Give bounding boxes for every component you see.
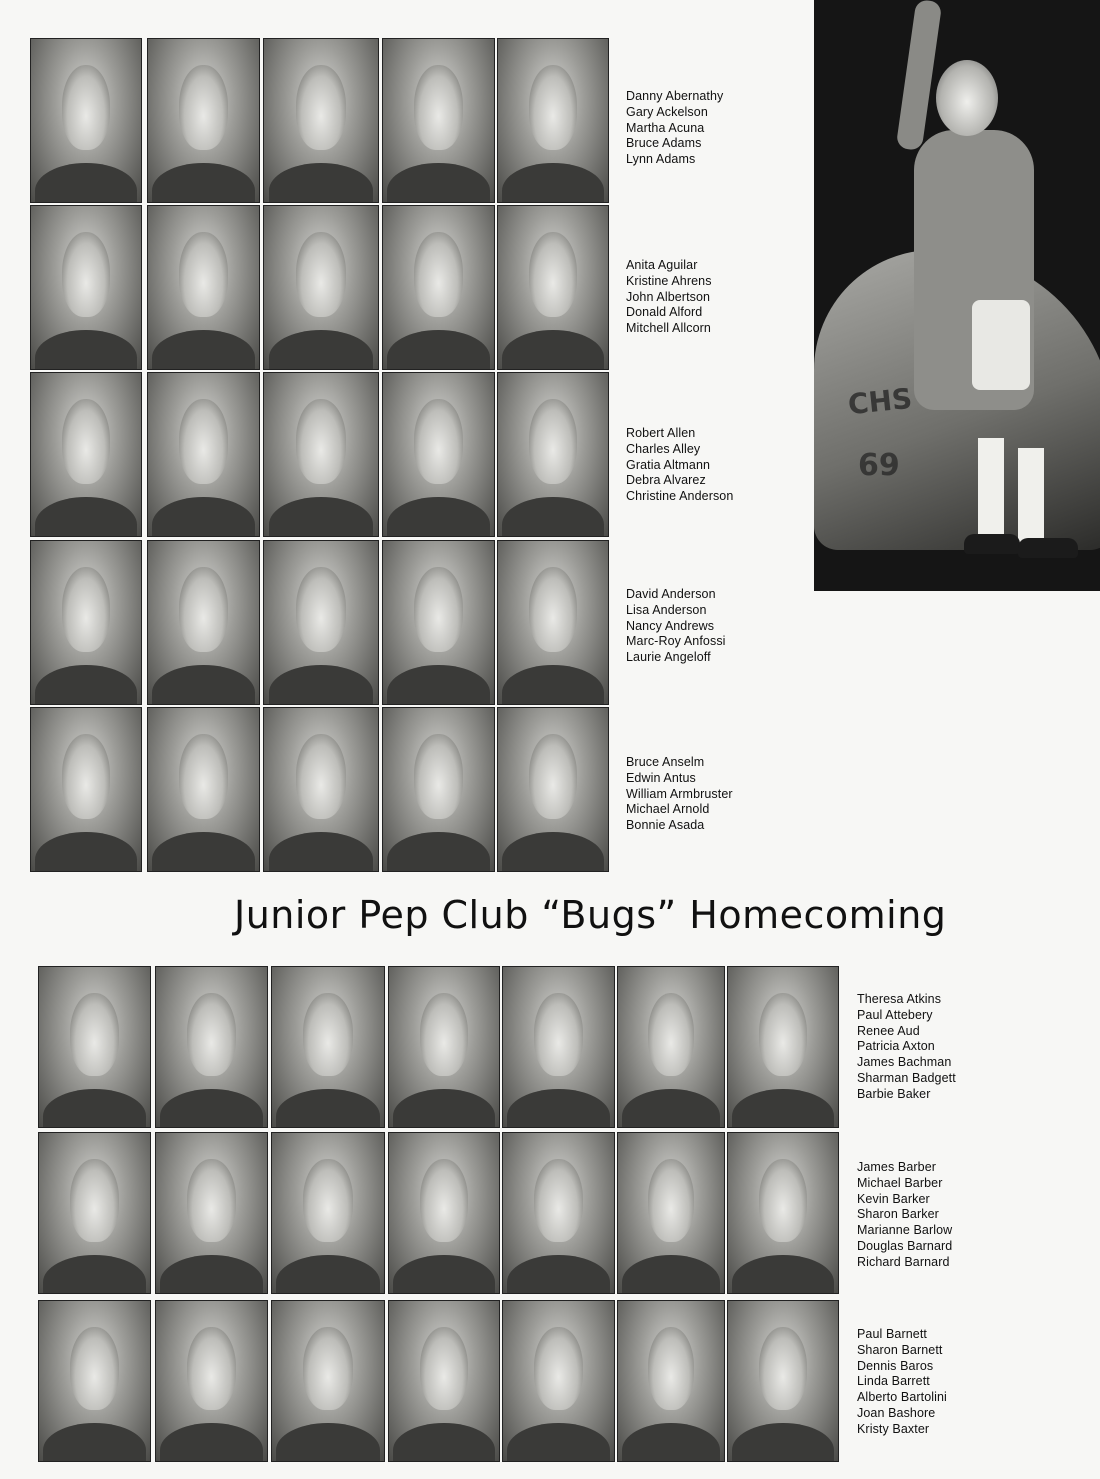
portrait-face	[303, 1327, 352, 1410]
student-name: Sharon Barnett	[857, 1342, 943, 1357]
bottom-portrait-photo	[388, 1300, 500, 1462]
portrait-shoulders	[502, 330, 603, 370]
bottom-portrait-photo	[155, 1132, 268, 1294]
portrait-face	[529, 65, 577, 150]
top-name-list	[626, 755, 733, 834]
student-name: Marc-Roy Anfossi	[626, 634, 726, 649]
portrait-face	[62, 734, 110, 819]
top-portrait-photo	[147, 707, 260, 872]
student-name: Michael Arnold	[626, 802, 710, 817]
student-name: Lynn Adams	[626, 152, 696, 167]
student-name: Sharman Badgett	[857, 1070, 956, 1085]
top-portrait-photo	[147, 372, 260, 537]
portrait-shoulders	[507, 1255, 609, 1294]
portrait-face	[420, 1327, 468, 1410]
bottom-portrait-photo	[38, 1132, 151, 1294]
portrait-face	[414, 567, 463, 652]
portrait-face	[187, 1159, 236, 1242]
portrait-shoulders	[152, 163, 254, 203]
bottom-portrait-photo	[388, 966, 500, 1128]
portrait-face	[62, 399, 110, 484]
portrait-face	[179, 399, 228, 484]
top-portrait-photo	[30, 372, 142, 537]
portrait-shoulders	[276, 1423, 379, 1462]
portrait-face	[759, 1159, 807, 1242]
top-portrait-photo	[497, 205, 609, 370]
top-name-list	[626, 258, 712, 337]
portrait-shoulders	[393, 1255, 494, 1294]
raised-arm	[896, 0, 943, 151]
portrait-face	[534, 993, 583, 1076]
bottom-portrait-photo	[617, 1300, 725, 1462]
portrait-shoulders	[35, 497, 136, 537]
portrait-face	[529, 734, 577, 819]
portrait-shoulders	[387, 832, 489, 872]
portrait-shoulders	[732, 1423, 833, 1462]
top-portrait-photo	[147, 540, 260, 705]
top-portrait-photo	[30, 540, 142, 705]
cheerleader-head	[936, 60, 998, 136]
student-name: Paul Attebery	[857, 1007, 933, 1022]
portrait-shoulders	[35, 832, 136, 872]
student-name: James Bachman	[857, 1055, 952, 1070]
portrait-shoulders	[502, 163, 603, 203]
portrait-shoulders	[387, 330, 489, 370]
portrait-face	[303, 993, 352, 1076]
portrait-shoulders	[622, 1255, 720, 1294]
portrait-shoulders	[35, 330, 136, 370]
student-name: Robert Allen	[626, 426, 696, 440]
bottom-portrait-photo	[155, 1300, 268, 1462]
bottom-name-list	[857, 1327, 947, 1438]
bottom-portrait-photo	[502, 1132, 615, 1294]
student-name: Douglas Barnard	[857, 1238, 953, 1253]
portrait-face	[759, 1327, 807, 1410]
student-name: Kristy Baxter	[857, 1421, 930, 1436]
portrait-shoulders	[732, 1255, 833, 1294]
shoe-right	[1018, 538, 1078, 558]
portrait-face	[648, 1327, 695, 1410]
portrait-face	[187, 1327, 236, 1410]
student-name: Patricia Axton	[857, 1039, 935, 1054]
portrait-face	[420, 993, 468, 1076]
portrait-shoulders	[152, 497, 254, 537]
student-name: Christine Anderson	[626, 489, 734, 504]
top-portrait-photo	[497, 38, 609, 203]
student-name: Anita Aguilar	[626, 258, 698, 272]
portrait-shoulders	[152, 330, 254, 370]
top-portrait-photo	[263, 205, 379, 370]
top-portrait-photo	[30, 38, 142, 203]
bottom-portrait-photo	[271, 1132, 385, 1294]
portrait-face	[529, 232, 577, 317]
portrait-face	[296, 734, 346, 819]
top-portrait-photo	[263, 38, 379, 203]
bottom-portrait-photo	[388, 1132, 500, 1294]
portrait-face	[179, 65, 228, 150]
portrait-shoulders	[43, 1255, 145, 1294]
student-name: Kristine Ahrens	[626, 273, 712, 288]
top-name-list	[626, 89, 723, 168]
student-name: Nancy Andrews	[626, 618, 715, 633]
student-name: Michael Barber	[857, 1175, 943, 1190]
student-name: Mitchell Allcorn	[626, 321, 711, 336]
top-portrait-photo	[263, 372, 379, 537]
bottom-portrait-photo	[617, 966, 725, 1128]
portrait-face	[70, 993, 119, 1076]
portrait-shoulders	[269, 665, 374, 705]
portrait-shoulders	[276, 1089, 379, 1128]
portrait-shoulders	[622, 1423, 720, 1462]
portrait-shoulders	[502, 832, 603, 872]
student-name: James Barber	[857, 1160, 937, 1174]
portrait-face	[420, 1159, 468, 1242]
homecoming-feature-photo	[814, 0, 1100, 591]
portrait-shoulders	[269, 330, 374, 370]
portrait-face	[648, 1159, 695, 1242]
portrait-face	[296, 567, 346, 652]
portrait-face	[62, 65, 110, 150]
portrait-face	[70, 1327, 119, 1410]
car-lettering: CHS	[846, 381, 914, 422]
student-name: William Armbruster	[626, 786, 733, 801]
portrait-shoulders	[387, 665, 489, 705]
student-name: Martha Acuna	[626, 120, 705, 135]
top-portrait-photo	[263, 540, 379, 705]
portrait-shoulders	[732, 1089, 833, 1128]
student-name: Edwin Antus	[626, 770, 696, 785]
student-name: Gary Ackelson	[626, 104, 708, 119]
portrait-face	[179, 232, 228, 317]
student-name: Bonnie Asada	[626, 818, 705, 833]
bottom-portrait-photo	[38, 966, 151, 1128]
portrait-face	[303, 1159, 352, 1242]
portrait-shoulders	[43, 1423, 145, 1462]
student-name: Marianne Barlow	[857, 1223, 953, 1238]
student-name: Linda Barrett	[857, 1374, 930, 1389]
top-portrait-photo	[382, 540, 495, 705]
portrait-shoulders	[269, 497, 374, 537]
portrait-shoulders	[269, 163, 374, 203]
bottom-portrait-photo	[271, 966, 385, 1128]
bottom-name-list	[857, 992, 956, 1103]
portrait-shoulders	[393, 1423, 494, 1462]
portrait-face	[296, 399, 346, 484]
student-name: Laurie Angeloff	[626, 650, 711, 665]
portrait-shoulders	[502, 665, 603, 705]
portrait-face	[179, 567, 228, 652]
top-portrait-photo	[382, 38, 495, 203]
top-portrait-photo	[30, 205, 142, 370]
portrait-shoulders	[160, 1089, 262, 1128]
top-portrait-photo	[147, 38, 260, 203]
portrait-shoulders	[393, 1089, 494, 1128]
portrait-shoulders	[269, 832, 374, 872]
top-portrait-photo	[147, 205, 260, 370]
portrait-face	[534, 1327, 583, 1410]
top-portrait-photo	[263, 707, 379, 872]
top-portrait-photo	[497, 540, 609, 705]
top-portrait-photo	[382, 707, 495, 872]
page-heading: Junior Pep Club “Bugs” Homecoming	[234, 893, 947, 937]
student-name: Bruce Anselm	[626, 755, 705, 769]
portrait-shoulders	[507, 1089, 609, 1128]
knee-sock-right	[1018, 448, 1044, 544]
portrait-face	[179, 734, 228, 819]
student-name: Sharon Barker	[857, 1207, 939, 1222]
bottom-portrait-photo	[271, 1300, 385, 1462]
bottom-portrait-photo	[727, 1132, 839, 1294]
portrait-face	[296, 232, 346, 317]
portrait-shoulders	[152, 832, 254, 872]
portrait-shoulders	[35, 665, 136, 705]
student-name: Debra Alvarez	[626, 473, 706, 488]
portrait-face	[529, 567, 577, 652]
bottom-portrait-photo	[502, 966, 615, 1128]
top-name-list	[626, 587, 726, 666]
student-name: Dennis Baros	[857, 1358, 934, 1373]
white-shorts	[972, 300, 1030, 390]
student-name: Charles Alley	[626, 441, 701, 456]
student-name: Barbie Baker	[857, 1086, 931, 1101]
portrait-shoulders	[152, 665, 254, 705]
portrait-face	[414, 399, 463, 484]
portrait-face	[414, 65, 463, 150]
bottom-portrait-photo	[502, 1300, 615, 1462]
portrait-face	[62, 232, 110, 317]
student-name: Richard Barnard	[857, 1254, 950, 1269]
bottom-portrait-photo	[727, 1300, 839, 1462]
bottom-portrait-photo	[727, 966, 839, 1128]
student-name: Renee Aud	[857, 1023, 920, 1038]
student-name: John Albertson	[626, 289, 711, 304]
portrait-shoulders	[507, 1423, 609, 1462]
student-name: Donald Alford	[626, 305, 703, 320]
portrait-shoulders	[387, 497, 489, 537]
student-name: Gratia Altmann	[626, 457, 711, 472]
portrait-face	[534, 1159, 583, 1242]
portrait-face	[187, 993, 236, 1076]
portrait-shoulders	[502, 497, 603, 537]
bottom-name-list	[857, 1160, 952, 1271]
student-name: Alberto Bartolini	[857, 1390, 947, 1405]
portrait-face	[70, 1159, 119, 1242]
portrait-shoulders	[160, 1423, 262, 1462]
portrait-shoulders	[276, 1255, 379, 1294]
portrait-face	[414, 734, 463, 819]
student-name: Lisa Anderson	[626, 602, 707, 617]
knee-sock-left	[978, 438, 1004, 538]
student-name: Danny Abernathy	[626, 89, 724, 103]
top-portrait-photo	[382, 205, 495, 370]
portrait-face	[62, 567, 110, 652]
bottom-portrait-photo	[38, 1300, 151, 1462]
portrait-face	[414, 232, 463, 317]
student-name: David Anderson	[626, 587, 716, 601]
bottom-portrait-photo	[617, 1132, 725, 1294]
top-portrait-photo	[382, 372, 495, 537]
student-name: Joan Bashore	[857, 1405, 936, 1420]
top-name-list	[626, 426, 733, 505]
portrait-face	[648, 993, 695, 1076]
portrait-shoulders	[35, 163, 136, 203]
student-name: Paul Barnett	[857, 1327, 927, 1341]
portrait-face	[529, 399, 577, 484]
portrait-shoulders	[622, 1089, 720, 1128]
portrait-face	[759, 993, 807, 1076]
portrait-shoulders	[43, 1089, 145, 1128]
shoe-left	[964, 534, 1020, 554]
portrait-face	[296, 65, 346, 150]
portrait-shoulders	[160, 1255, 262, 1294]
car-number: 69	[858, 448, 900, 483]
student-name: Kevin Barker	[857, 1191, 930, 1206]
top-portrait-photo	[30, 707, 142, 872]
top-portrait-photo	[497, 372, 609, 537]
student-name: Bruce Adams	[626, 136, 702, 151]
bottom-portrait-photo	[155, 966, 268, 1128]
top-portrait-photo	[497, 707, 609, 872]
portrait-shoulders	[387, 163, 489, 203]
student-name: Theresa Atkins	[857, 992, 942, 1006]
